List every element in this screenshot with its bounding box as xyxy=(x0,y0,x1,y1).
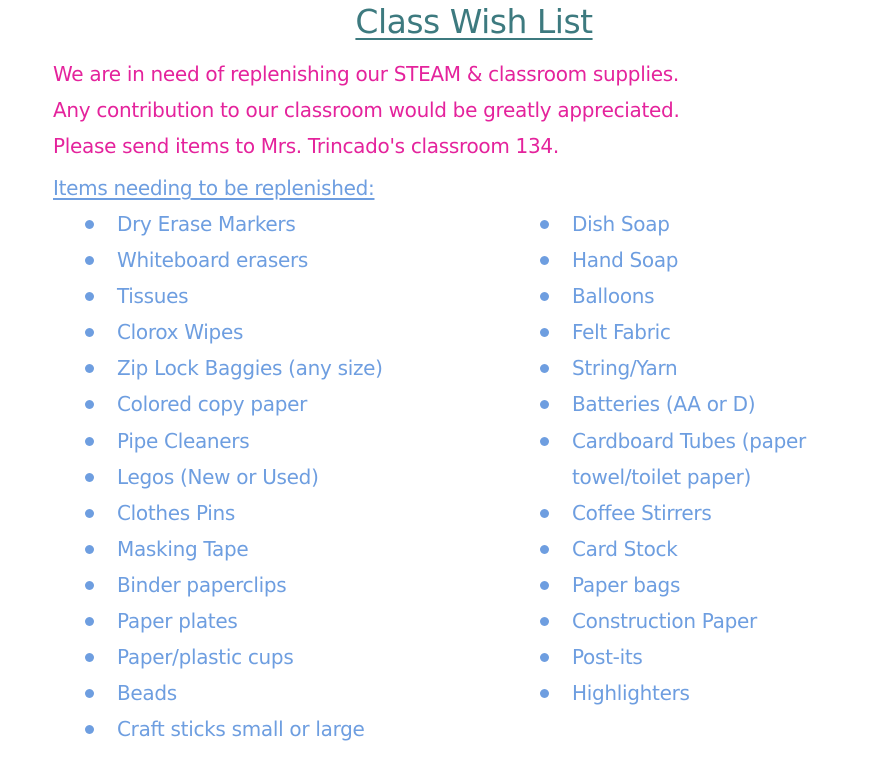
list-item-label: Pipe Cleaners xyxy=(117,428,250,453)
list-item-label: Construction Paper xyxy=(572,609,757,634)
list-item-label: Colored copy paper xyxy=(117,392,308,417)
list-item-label: Cardboard Tubes (paper towel/toilet paper) xyxy=(572,428,806,489)
bullet-icon xyxy=(85,581,94,590)
bullet-icon xyxy=(85,617,94,626)
bullet-icon xyxy=(85,689,94,698)
list-item-label: Paper plates xyxy=(117,609,238,634)
bullet-icon xyxy=(85,328,94,337)
list-item-label: Legos (New or Used) xyxy=(117,464,319,489)
list-item-label: Zip Lock Baggies (any size) xyxy=(117,356,383,381)
list-item xyxy=(537,206,877,242)
bullet-icon xyxy=(85,256,94,265)
bullet-icon xyxy=(540,256,549,265)
list-item-label: Card Stock xyxy=(572,536,678,561)
intro-line: Any contribution to our classroom would be greatly appreciated. xyxy=(53,98,680,122)
list-item xyxy=(82,603,502,639)
list-item xyxy=(537,603,877,639)
list-item-label: Whiteboard erasers xyxy=(117,248,309,273)
bullet-icon xyxy=(85,400,94,409)
list-item xyxy=(82,314,502,350)
list-item-label: Balloons xyxy=(572,284,655,309)
list-item-label: String/Yarn xyxy=(572,356,678,381)
right-item-list xyxy=(537,206,877,711)
bullet-icon xyxy=(85,437,94,446)
list-item xyxy=(82,567,502,603)
list-item xyxy=(537,242,877,278)
list-item-label: Clothes Pins xyxy=(117,500,236,525)
list-item xyxy=(82,531,502,567)
list-item-label: Paper bags xyxy=(572,572,681,597)
list-item-label: Post-its xyxy=(572,645,643,670)
bullet-icon xyxy=(85,545,94,554)
bullet-icon xyxy=(85,473,94,482)
bullet-icon xyxy=(540,689,549,698)
bullet-icon xyxy=(540,400,549,409)
bullet-icon xyxy=(540,545,549,554)
list-item-label: Coffee Stirrers xyxy=(572,500,712,525)
list-item xyxy=(82,495,502,531)
page-title: Class Wish List xyxy=(355,2,593,41)
list-item xyxy=(82,278,502,314)
left-item-list xyxy=(82,206,502,747)
bullet-icon xyxy=(540,220,549,229)
list-item xyxy=(537,278,877,314)
list-item xyxy=(82,242,502,278)
list-item xyxy=(82,206,502,242)
list-item-label: Craft sticks small or large xyxy=(117,717,365,742)
list-item-label: Dry Erase Markers xyxy=(117,212,296,236)
bullet-icon xyxy=(540,364,549,373)
list-item xyxy=(537,386,877,422)
list-item-label: Beads xyxy=(117,681,177,706)
list-item xyxy=(82,459,502,495)
bullet-icon xyxy=(85,220,94,229)
list-item xyxy=(82,423,502,459)
intro-line: We are in need of replenishing our STEAM & classroom supplies. xyxy=(53,62,679,86)
intro-paragraph xyxy=(53,56,680,164)
list-item xyxy=(537,675,877,711)
list-item xyxy=(537,639,877,675)
list-item xyxy=(537,314,877,350)
bullet-icon xyxy=(85,292,94,301)
list-item xyxy=(537,567,877,603)
list-item xyxy=(82,639,502,675)
list-item xyxy=(82,711,502,747)
items-heading: Items needing to be replenished: xyxy=(53,176,375,200)
bullet-icon xyxy=(85,653,94,662)
list-item-label: Batteries (AA or D) xyxy=(572,392,756,417)
bullet-icon xyxy=(540,292,549,301)
list-item-label: Binder paperclips xyxy=(117,572,287,597)
bullet-icon xyxy=(540,653,549,662)
list-item xyxy=(537,423,877,495)
list-item-label: Clorox Wipes xyxy=(117,320,244,345)
bullet-icon xyxy=(85,364,94,373)
list-item xyxy=(82,386,502,422)
list-item-label: Masking Tape xyxy=(117,536,249,561)
list-item-label: Felt Fabric xyxy=(572,320,671,345)
list-item xyxy=(82,350,502,386)
list-item xyxy=(537,495,877,531)
list-item xyxy=(537,350,877,386)
intro-line: Please send items to Mrs. Trincado's classroom 134. xyxy=(53,134,559,158)
list-item xyxy=(82,675,502,711)
bullet-icon xyxy=(85,509,94,518)
bullet-icon xyxy=(540,328,549,337)
bullet-icon xyxy=(540,437,549,446)
bullet-icon xyxy=(85,725,94,734)
bullet-icon xyxy=(540,509,549,518)
bullet-icon xyxy=(540,581,549,590)
list-item xyxy=(537,531,877,567)
list-item-label: Hand Soap xyxy=(572,248,679,273)
list-item-label: Highlighters xyxy=(572,681,690,706)
list-item-label: Dish Soap xyxy=(572,212,670,236)
list-item-label: Paper/plastic cups xyxy=(117,645,294,670)
list-item-label: Tissues xyxy=(117,284,189,309)
bullet-icon xyxy=(540,617,549,626)
